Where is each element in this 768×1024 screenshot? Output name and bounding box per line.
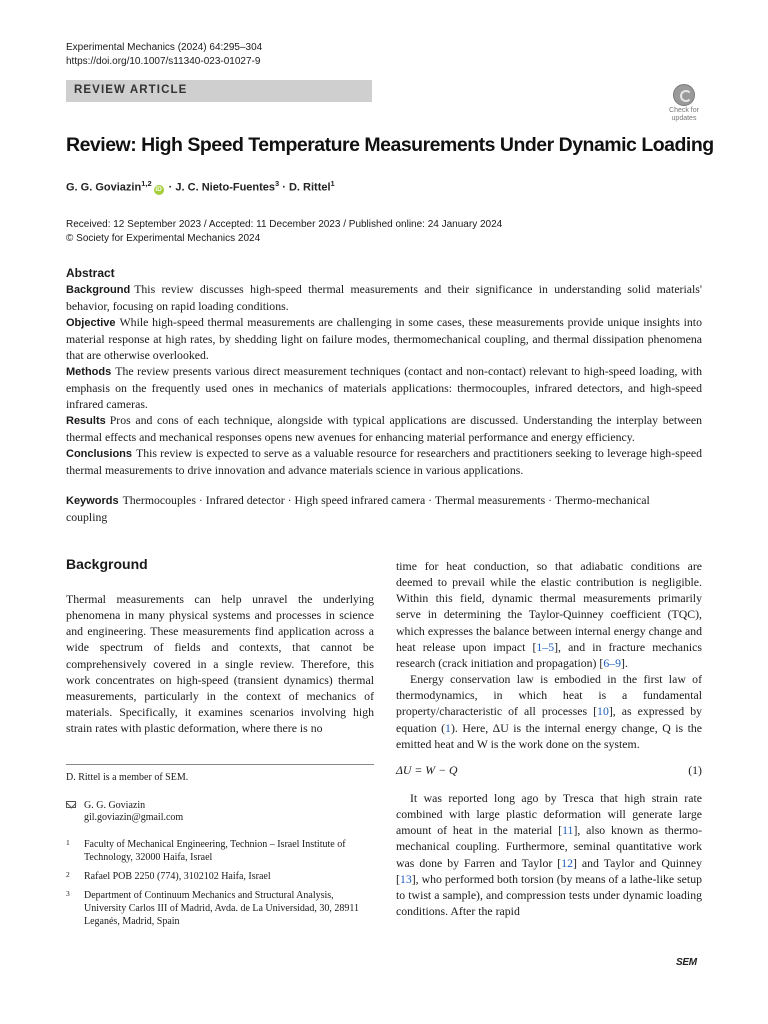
author-list (66, 179, 335, 195)
body-paragraph (396, 790, 702, 919)
abstract-section-label: Objective (66, 317, 116, 329)
abstract-section (66, 314, 702, 363)
affiliation-text: Rafael POB 2250 (774), 3102102 Haifa, Israel (84, 871, 271, 882)
citation-link[interactable]: 11 (562, 823, 574, 838)
right-column-upper (396, 558, 702, 752)
affiliation-number: 3 (66, 889, 70, 898)
body-paragraph-left: Thermal measurements can help unravel the underlying phenomena in many physical systems and processes in science and engineering. These measurements find application across a wide spectrum of fields and contexts, that cannot be comprehensively covered in a single review. Therefore, this work concentrates on high-speed (transient dynamics) thermal measurements, particularly in the context of mechanics of materials. Specifically, it examines scenarios involving high strain rates with plastic deformation, where there is no (66, 592, 374, 736)
abstract-section-text: Pros and cons of each technique, alongside with typical applications are discussed. Understanding the interplay between thermal effects and mechanical responses opens new avenues for enhancing material performance and energy efficiency. (66, 413, 702, 444)
keywords-text: Thermocouples · Infrared detector · High speed infrared camera · Thermal measurements · Thermo-mechanical coupling (66, 493, 650, 524)
paragraph-text: ], also known as thermo-mechanical coupling. Furthermore, seminal quantitative work was done by Farren and Taylor [ (396, 823, 702, 870)
affiliation-text: Faculty of Mechanical Engineering, Technion – Israel Institute of Technology, 32000 Haifa, Israel (84, 839, 346, 863)
orcid-icon[interactable]: iD (155, 185, 162, 193)
equation-body: ΔU = W − Q (396, 763, 458, 777)
doi-link[interactable]: https://doi.org/10.1007/s11340-023-01027-9 (66, 56, 261, 67)
author-separator: · (165, 181, 176, 194)
abstract-section-label: Conclusions (66, 448, 133, 460)
paragraph-text: ], who performed both torsion (by means of a lathe-like setup to twist a sample), and compression tests under dynamic loading conditions. After the rapid (396, 871, 702, 919)
abstract-section-label: Methods (66, 366, 112, 378)
journal-citation: Experimental Mechanics (2024) 64:295–304 (66, 42, 263, 53)
publication-dates: Received: 12 September 2023 / Accepted: 11 December 2023 / Published online: 24 January 2024 (66, 219, 503, 230)
abstract-section-label: Background (66, 284, 131, 296)
abstract-heading: Abstract (66, 266, 115, 280)
corresponding-author-email[interactable]: gil.goviazin@gmail.com (84, 812, 184, 823)
equation-number: (1) (688, 763, 702, 777)
article-type-label: REVIEW ARTICLE (74, 84, 188, 96)
body-paragraph (396, 671, 702, 752)
keywords-label: Keywords (66, 495, 119, 507)
abstract-section-text: This review is expected to serve as a valuable resource for researchers and practitioners seeking to leverage high-speed thermal measurements to drive innovation and advance materials science in various applications. (66, 446, 702, 477)
author-name[interactable]: J. C. Nieto-Fuentes (175, 181, 276, 194)
body-paragraph (396, 558, 702, 671)
corresponding-author-name: G. G. Goviazin (84, 800, 146, 811)
abstract (66, 266, 702, 478)
abstract-section (66, 363, 702, 412)
paragraph-text: time for heat conduction, so that adiabatic conditions are deemed to prevail while the elastic contribution is negligible. Within this field, dynamic thermal measurements primarily serve in determining the Taylor-Quinney coefficient (TQC), which expresses the balance between internal energy change and heat release upon impact [ (396, 559, 702, 654)
author-separator: · (279, 181, 289, 194)
paragraph-text: ], as expressed by equation ( (396, 704, 702, 735)
check-for-updates-label: Check for updates (669, 107, 699, 122)
member-note: D. Rittel is a member of SEM. (66, 772, 189, 783)
copyright-notice: © Society for Experimental Mechanics 2024 (66, 233, 261, 244)
keywords (66, 492, 656, 525)
check-for-updates-icon (673, 84, 695, 106)
footnote-divider (66, 764, 374, 765)
paragraph-text: ). Here, ΔU is the internal energy change, Q is the emitted heat and W is the work done on the system. (396, 720, 702, 751)
author-name[interactable]: G. G. Goviazin (66, 181, 142, 194)
author-affiliation-sup: 1,2 (141, 179, 152, 188)
abstract-section-text: The review presents various direct measurement techniques (contact and non-contact) relevant to high-speed loading, with emphasis on the frequently used ones in mechanics of materials applications: thermocouples, infrared detectors, and high-speed infrared cameras. (66, 364, 702, 411)
abstract-section (66, 281, 702, 314)
paper-title: Review: High Speed Temperature Measurements Under Dynamic Loading (66, 134, 714, 156)
equation-link[interactable]: 1 (445, 720, 451, 735)
abstract-section (66, 412, 702, 445)
article-type-band (66, 80, 372, 102)
paragraph-text: ], and in fracture mechanics research (crack initiation and propagation) [ (396, 639, 703, 670)
paragraph-text: ] and Taylor and Quinney [ (396, 855, 703, 886)
affiliation-number: 1 (66, 838, 70, 847)
paragraph-text: Energy conservation law is embodied in the first law of thermodynamics, in which heat is a fundamental property/characteristic of all processes [ (396, 672, 702, 719)
check-for-updates-badge[interactable] (664, 84, 704, 124)
paragraph-text: ]. (621, 655, 628, 670)
abstract-section-text: While high-speed thermal measurements are challenging in some cases, these measurements provide unique insights into material response at high rates, by shedding light on failure modes, thermomechanical coupling, and thermal dissipation phenomena that are otherwise overlooked. (66, 315, 702, 362)
section-heading-background: Background (66, 556, 148, 572)
author-affiliation-sup: 3 (275, 179, 280, 188)
abstract-section-label: Results (66, 415, 106, 427)
abstract-section-text: This review discusses high-speed thermal measurements and their significance in understanding solid materials' behavior, focusing on rapid loading conditions. (66, 282, 702, 313)
citation-link[interactable]: 12 (561, 855, 573, 870)
affiliation-text: Department of Continuum Mechanics and Structural Analysis, University Carlos III of Madrid, Avda. de La Universidad, 30, 28911 Leganés, Madrid, Spain (84, 890, 359, 927)
envelope-icon (66, 801, 76, 808)
abstract-section (66, 445, 702, 478)
right-column-lower (396, 790, 702, 919)
affiliation-number: 2 (66, 870, 70, 879)
citation-link[interactable]: 1–5 (536, 639, 555, 654)
citation-link[interactable]: 6–9 (603, 655, 622, 670)
paragraph-text: It was reported long ago by Tresca that high strain rate combined with large plastic deformation will generate large amount of heat in the material [ (396, 791, 702, 838)
citation-link[interactable]: 10 (597, 704, 609, 719)
author-name[interactable]: D. Rittel (288, 181, 331, 194)
citation-link[interactable]: 13 (399, 871, 412, 886)
author-affiliation-sup: 1 (330, 179, 335, 188)
sem-logo: SEM (676, 957, 697, 968)
